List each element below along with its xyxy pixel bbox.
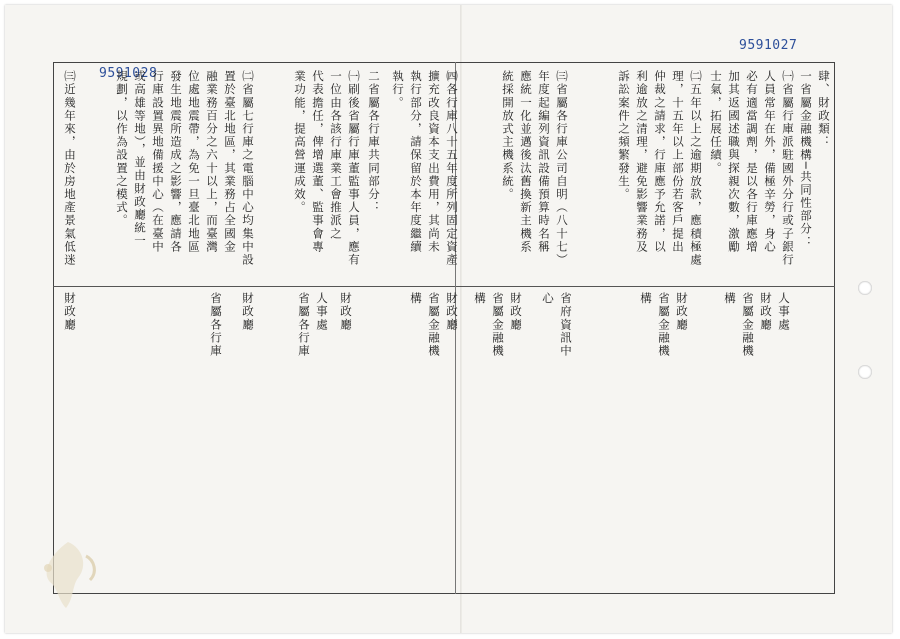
text-column: ㈠省屬行庫派駐國外分行或子銀行 [781, 70, 795, 267]
text-column: 人員常年在外，備極辛勞，身心 [763, 70, 777, 254]
text-column: 加其返國述職與探親次數，激勵 [727, 70, 741, 254]
text-column: ㈢近幾年來，由於房地產景氣低迷 [63, 70, 77, 267]
text-column: 一省屬金融機構─共同性部分： [799, 70, 813, 249]
text-column: 業功能，提高營運成效。 [293, 70, 307, 215]
agency-column: 省屬各行庫 [297, 292, 311, 358]
agency-column: 省屬各行庫 [209, 292, 223, 358]
agency-column: 財政廳 [675, 292, 689, 332]
agency-column: 構 [639, 292, 653, 306]
agency-column: 財政廳 [339, 292, 353, 332]
serial-number-left: 9591028 [99, 66, 158, 81]
text-column: 位處地震帶，為免一旦臺北地區 [187, 70, 201, 254]
binding-hole-top [858, 281, 872, 295]
text-column: 訴訟案件之頻繁發生。 [617, 70, 631, 201]
text-column: 行庫設置異地備援中心（在臺中 [151, 70, 165, 254]
text-column: ㈢省屬各行庫公司自明（八十七） [555, 70, 569, 267]
agency-column: 省屬金融機 [657, 292, 671, 358]
text-column: 規劃，以作為設置之模式。 [115, 70, 129, 228]
text-column: 或高雄等地），並由財政廳統一 [133, 70, 147, 248]
agency-column: 財政廳 [445, 292, 459, 332]
archive-watermark-logo [28, 538, 108, 613]
agency-column: 省屬金融機 [427, 292, 441, 358]
agency-column: 心 [541, 292, 555, 306]
agency-column: 省府資訊中 [559, 292, 573, 358]
text-column: ㈣各行庫八十五年度所列固定資產 [445, 70, 459, 267]
text-column: 必有適當調劑，是以各行庫應增 [745, 70, 759, 254]
text-column: 士氣，拓展任績。 [709, 70, 723, 175]
text-column: 仲裁之請求，行庫應予允諾，以 [653, 70, 667, 254]
text-column: ㈡省屬七行庫之電腦中心均集中設 [241, 70, 255, 267]
text-column: 執行。 [391, 70, 405, 110]
text-column: ㈠刷後省屬行庫董監事人員，應有 [347, 70, 361, 267]
agency-column: 財政廳 [509, 292, 523, 332]
agency-column: 構 [723, 292, 737, 306]
text-column: 執行部分，請保留於本年度繼續 [409, 70, 423, 254]
text-column: 年度起編列資訊設備預算時名稱 [537, 70, 551, 254]
text-column: 擴充改良資本支出費用，其尚未 [427, 70, 441, 254]
text-column: 理，十五年以上部份若客戶提出 [671, 70, 685, 254]
text-column: 一位由各該行庫業工會推派之 [329, 70, 343, 241]
text-column: 應統一化並邁後汰舊換新主機系 [519, 70, 533, 254]
agency-column: 財政廳 [63, 292, 77, 332]
agency-column: 省屬金融機 [491, 292, 505, 358]
text-column: 統採開放式主機系統。 [501, 70, 515, 201]
serial-number-right: 9591027 [739, 38, 798, 53]
text-column: 利逾放之清理，避免影響業務及 [635, 70, 649, 254]
text-column: 發生地震所造成之影響，應請各 [169, 70, 183, 254]
text-column: 代表擔任，俾增選董、監事會專 [311, 70, 325, 254]
agency-column: 財政廳 [759, 292, 773, 332]
text-column: 二省屬各行庫共同部分： [367, 70, 381, 215]
agency-column: 構 [473, 292, 487, 306]
text-column: 融業務百分之六十以上，而臺灣 [205, 70, 219, 254]
agency-column: 人事處 [777, 292, 791, 332]
binding-hole-bottom [858, 365, 872, 379]
agency-column: 財政廳 [241, 292, 255, 332]
agency-column: 省屬金融機 [741, 292, 755, 358]
agency-column: 構 [409, 292, 423, 306]
table-divider [53, 286, 835, 287]
text-column: 置於臺北地區，其業務占全國金 [223, 70, 237, 254]
agency-column: 人事處 [315, 292, 329, 332]
text-column: ㈡五年以上之逾期放款，應積極處 [689, 70, 703, 267]
text-column: 肆、財政類： [817, 70, 831, 149]
